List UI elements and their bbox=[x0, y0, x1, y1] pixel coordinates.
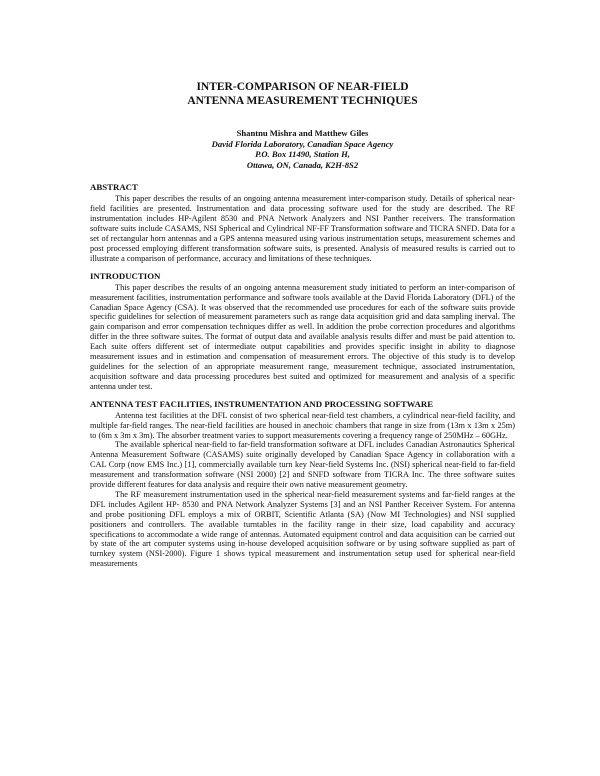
facilities-paragraph-3: The RF measurement instrumentation used in the spherical near-field measurement systems and far-field ranges at the DFL includes Agilent HP- 8530 and PNA Network Analyzer Systems [3] and an NSI Panther Receiver System. For antenna and probe positioning DFL employs a mix of ORBIT, Scientific Atlanta (SA) (Now MI Technologies) and NSI supplied positioners and controllers. The available turntables in the facility range in their size, load capability and accuracy specifications to accommodate a wide range of antennas. Automated equipment control and data acquisition can be carried out by state of the art computer systems using in-house developed acquisition software or by using software supplied as part of turnkey system (NSI-2000). Figure 1 shows typical measurement and instrumentation setup used for spherical near-field measurements bbox=[90, 489, 515, 569]
title-line-1: INTER-COMPARISON OF NEAR-FIELD bbox=[196, 81, 409, 93]
introduction-paragraph: This paper describes the results of an ongoing antenna measurement study initiated to perform an inter-comparison of measurement facilities, instrumentation performance and software tools available at the David Florida Laboratory (DFL) of the Canadian Space Agency (CSA). It was observed that the recommended use procedures for each of the software suits provide specific guidelines for selection of measurement parameters such as range data acquisition grid and data sampling inerval. The gain comparison and error compensation techniques differ as well. In addition the probe correction procedures and algorithms differ in the three software suites. The format of output data and available analysis results differ and must be paid attention to. Each suite offers different set of intermediate output capabilities and provides specific insight in ability to diagnose measurement issues and in estimation and compensation of measurement errors. The objective of this study is to develop guidelines for the selection of an appropriate measurement range, measurement technique, associated instrumentation, acquisition software and data processing procedures best suited and optimized for measurement and analysis of a specific antenna under test. bbox=[90, 282, 515, 391]
introduction-heading: INTRODUCTION bbox=[90, 270, 161, 281]
abstract-heading: ABSTRACT bbox=[90, 182, 138, 193]
facilities-heading: ANTENNA TEST FACILITIES, INSTRUMENTATION AND PROCESSING SOFTWARE bbox=[90, 398, 434, 409]
facilities-paragraph-1: Antenna test facilities at the DFL consist of two spherical near-field test chambers, a cylindrical near-field facility, and multiple far-field ranges. The near-field facilities are housed in anechoic chambers that range in size from (13m x 13m x 25m) to (6m x 3m x 3m). The absorber treatment varies to support measurements covering a frequency range of 250MHz – 60GHz. bbox=[90, 410, 515, 440]
title-line-2: ANTENNA MEASUREMENT TECHNIQUES bbox=[187, 95, 418, 107]
author-names: Shantnu Mishra and Matthew Giles bbox=[236, 128, 369, 138]
facilities-section-body bbox=[90, 411, 515, 570]
paper-page bbox=[90, 80, 515, 569]
abstract-paragraph: This paper describes the results of an ongoing antenna measurement inter-comparison study. Details of spherical near-field facilities are presented. Instrumentation and data processing software used for the study are described. The RF instrumentation includes HP-Agilent 8530 and PNA Network Analyzers and NSI Panther receivers. The transformation software suits include CASAMS, NSI Spherical and Cylindrical NF-FF Transformation software and TICRA SNFD. Data for a set of rectangular horn antennas and a GPS antenna measured using various instrumentation setups, measurement schemes and post processed employing different transformation software suits, is presented. Analysis of measured results is carried out to illustrate a comparison of performance, accuracy and limitations of these techniques. bbox=[90, 194, 515, 263]
paper-title bbox=[90, 80, 515, 108]
facilities-paragraph-2: The available spherical near-field to far-field transformation software at DFL includes Canadian Astronautics Spherical Antenna Measurement Software (CASAMS) suite originally developed by Canadian Space Agency in collaboration with a CAL Corp (now EMS Inc.) [1], commercially available turn key Near-field Systems Inc. (NSI) spherical near-field to far-field measurement and transformation software (NSI 2000) [2] and SNFD software from TICRA Inc. The three software suites provide different features for data analysis and require their own native measurement geometry. bbox=[90, 440, 515, 490]
author-block bbox=[90, 128, 515, 170]
author-po-box: P.O. Box 11490, Station H, bbox=[255, 149, 350, 160]
author-city: Ottawa, ON, Canada, K2H-8S2 bbox=[246, 159, 359, 170]
author-affiliation: David Florida Laboratory, Canadian Space Agency bbox=[211, 138, 394, 149]
